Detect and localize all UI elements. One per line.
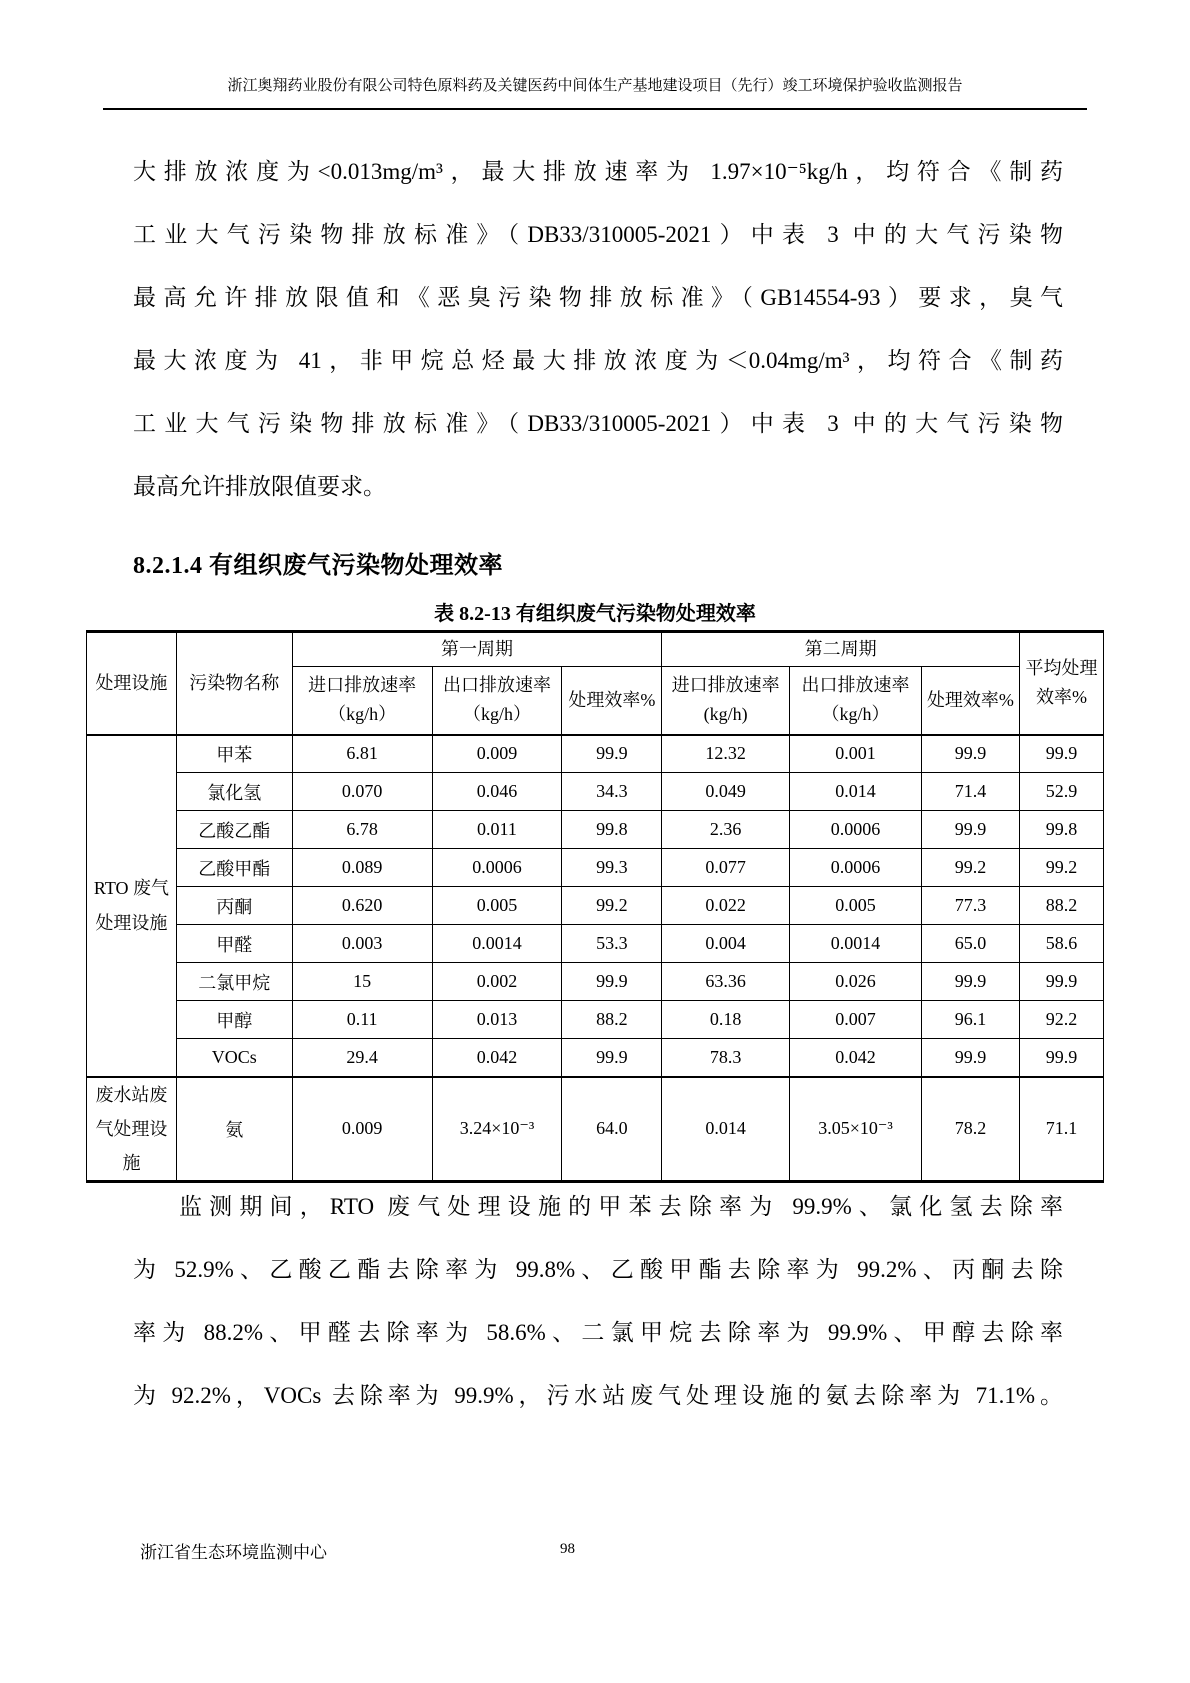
col-header-period2: 第二周期 — [662, 632, 1020, 667]
table-body — [87, 735, 1104, 1182]
inlet1-cell: 0.11 — [292, 1001, 432, 1039]
pollutant-cell: 丙酮 — [176, 887, 292, 925]
eff2-cell: 99.9 — [921, 811, 1019, 849]
section-heading: 8.2.1.4 有组织废气污染物处理效率 — [133, 553, 503, 579]
inlet2-cell: 2.36 — [662, 811, 790, 849]
col-header-period1: 第一周期 — [292, 632, 662, 667]
eff1-cell: 53.3 — [562, 925, 662, 963]
outlet2-cell: 0.0014 — [790, 925, 922, 963]
col-header-eff1: 处理效率% — [562, 667, 662, 735]
table-caption: 表 8.2-13 有组织废气污染物处理效率 — [434, 603, 756, 625]
eff2-cell: 99.9 — [921, 1039, 1019, 1077]
outlet1-cell: 0.013 — [432, 1001, 562, 1039]
col-header-facility: 处理设施 — [87, 632, 177, 735]
paragraph-line: 最高允许排放限值要求。 — [133, 474, 386, 499]
col-header-eff2: 处理效率% — [921, 667, 1019, 735]
table-row — [87, 849, 1104, 887]
outlet1-cell: 0.046 — [432, 773, 562, 811]
inlet1-cell: 6.81 — [292, 735, 432, 773]
col-header-inlet2: 进口排放速率(kg/h) — [662, 667, 790, 735]
outlet2-cell: 3.05×10⁻³ — [790, 1077, 922, 1182]
avg-cell: 58.6 — [1019, 925, 1103, 963]
table-row — [87, 925, 1104, 963]
paragraph-line: 工业大气污染物排放标准》（DB33/310005-2021）中表 3 中的大气污染物 — [133, 222, 1063, 247]
inlet1-cell: 0.009 — [292, 1077, 432, 1182]
avg-cell: 92.2 — [1019, 1001, 1103, 1039]
eff1-cell: 99.9 — [562, 735, 662, 773]
table-row — [87, 887, 1104, 925]
eff2-cell: 78.2 — [921, 1077, 1019, 1182]
inlet1-cell: 0.003 — [292, 925, 432, 963]
outlet1-cell: 0.002 — [432, 963, 562, 1001]
eff2-cell: 99.2 — [921, 849, 1019, 887]
outlet2-cell: 0.007 — [790, 1001, 922, 1039]
eff2-cell: 65.0 — [921, 925, 1019, 963]
avg-cell: 99.2 — [1019, 849, 1103, 887]
table-row — [87, 773, 1104, 811]
outlet1-cell: 3.24×10⁻³ — [432, 1077, 562, 1182]
outlet1-cell: 0.009 — [432, 735, 562, 773]
header-title: 浙江奥翔药业股份有限公司特色原料药及关键医药中间体生产基地建设项目（先行）竣工环境保护验收监测报告 — [227, 78, 963, 94]
outlet1-cell: 0.005 — [432, 887, 562, 925]
pollutant-cell: 甲苯 — [176, 735, 292, 773]
table-row — [87, 1001, 1104, 1039]
table-row — [87, 1077, 1104, 1182]
inlet1-cell: 29.4 — [292, 1039, 432, 1077]
outlet2-cell: 0.014 — [790, 773, 922, 811]
pollutant-cell: 乙酸甲酯 — [176, 849, 292, 887]
paragraph-line: 率为 88.2%、甲醛去除率为 58.6%、二氯甲烷去除率为 99.9%、甲醇去除率 — [133, 1320, 1063, 1345]
page-header — [103, 76, 1087, 110]
pollutant-cell: 乙酸乙酯 — [176, 811, 292, 849]
col-header-average: 平均处理效率% — [1019, 632, 1103, 735]
eff2-cell: 99.9 — [921, 963, 1019, 1001]
paragraph-line: 工业大气污染物排放标准》（DB33/310005-2021）中表 3 中的大气污染物 — [133, 411, 1063, 436]
outlet2-cell: 0.042 — [790, 1039, 922, 1077]
pollutant-cell: VOCs — [176, 1039, 292, 1077]
inlet1-cell: 15 — [292, 963, 432, 1001]
inlet2-cell: 0.022 — [662, 887, 790, 925]
avg-cell: 88.2 — [1019, 887, 1103, 925]
inlet2-cell: 0.077 — [662, 849, 790, 887]
avg-cell: 52.9 — [1019, 773, 1103, 811]
inlet2-cell: 0.014 — [662, 1077, 790, 1182]
facility-cell: 废水站废气处理设施 — [87, 1077, 177, 1182]
table-row — [87, 735, 1104, 773]
page-number: 98 — [560, 1541, 575, 1557]
outlet1-cell: 0.0006 — [432, 849, 562, 887]
inlet2-cell: 0.049 — [662, 773, 790, 811]
pollutant-cell: 氨 — [176, 1077, 292, 1182]
avg-cell: 99.9 — [1019, 1039, 1103, 1077]
pollutant-cell: 二氯甲烷 — [176, 963, 292, 1001]
inlet2-cell: 12.32 — [662, 735, 790, 773]
avg-cell: 99.9 — [1019, 963, 1103, 1001]
outlet2-cell: 0.026 — [790, 963, 922, 1001]
table-row — [87, 811, 1104, 849]
eff2-cell: 99.9 — [921, 735, 1019, 773]
facility-cell: RTO 废气处理设施 — [87, 735, 177, 1077]
inlet1-cell: 0.070 — [292, 773, 432, 811]
outlet2-cell: 0.001 — [790, 735, 922, 773]
outlet1-cell: 0.011 — [432, 811, 562, 849]
eff2-cell: 96.1 — [921, 1001, 1019, 1039]
eff1-cell: 88.2 — [562, 1001, 662, 1039]
paragraph-line: 为 92.2%，VOCs 去除率为 99.9%，污水站废气处理设施的氨去除率为 71.1%。 — [133, 1383, 1063, 1408]
paragraph-line: 最大浓度为 41，非甲烷总烃最大排放浓度为＜0.04mg/m³，均符合《制药 — [133, 348, 1063, 373]
outlet2-cell: 0.0006 — [790, 811, 922, 849]
eff1-cell: 99.2 — [562, 887, 662, 925]
col-header-pollutant: 污染物名称 — [176, 632, 292, 735]
col-header-outlet2: 出口排放速率（kg/h） — [790, 667, 922, 735]
treatment-efficiency-table — [86, 630, 1104, 1183]
footer-organization: 浙江省生态环境监测中心 — [140, 1543, 327, 1562]
avg-cell: 71.1 — [1019, 1077, 1103, 1182]
paragraph-line: 大排放浓度为<0.013mg/m³，最大排放速率为 1.97×10⁻⁵kg/h，均符合《制药 — [133, 159, 1063, 184]
inlet2-cell: 78.3 — [662, 1039, 790, 1077]
eff1-cell: 99.3 — [562, 849, 662, 887]
table-row — [87, 963, 1104, 1001]
pollutant-cell: 甲醛 — [176, 925, 292, 963]
inlet2-cell: 0.18 — [662, 1001, 790, 1039]
table-row — [87, 1039, 1104, 1077]
eff1-cell: 34.3 — [562, 773, 662, 811]
avg-cell: 99.9 — [1019, 735, 1103, 773]
paragraph-emissions — [133, 140, 1063, 518]
outlet2-cell: 0.005 — [790, 887, 922, 925]
eff1-cell: 99.9 — [562, 963, 662, 1001]
inlet2-cell: 0.004 — [662, 925, 790, 963]
paragraph-line: 最高允许排放限值和《恶臭污染物排放标准》（GB14554-93）要求，臭气 — [133, 285, 1063, 310]
paragraph-line: 监测期间，RTO 废气处理设施的甲苯去除率为 99.9%、氯化氢去除率 — [179, 1194, 1063, 1219]
pollutant-cell: 氯化氢 — [176, 773, 292, 811]
inlet1-cell: 0.089 — [292, 849, 432, 887]
inlet1-cell: 0.620 — [292, 887, 432, 925]
col-header-outlet1: 出口排放速率（kg/h） — [432, 667, 562, 735]
inlet2-cell: 63.36 — [662, 963, 790, 1001]
outlet2-cell: 0.0006 — [790, 849, 922, 887]
avg-cell: 99.8 — [1019, 811, 1103, 849]
eff1-cell: 64.0 — [562, 1077, 662, 1182]
col-header-inlet1: 进口排放速率（kg/h） — [292, 667, 432, 735]
eff1-cell: 99.9 — [562, 1039, 662, 1077]
outlet1-cell: 0.0014 — [432, 925, 562, 963]
eff2-cell: 71.4 — [921, 773, 1019, 811]
paragraph-line: 为 52.9%、乙酸乙酯去除率为 99.8%、乙酸甲酯去除率为 99.2%、丙酮去除 — [133, 1257, 1063, 1282]
eff1-cell: 99.8 — [562, 811, 662, 849]
paragraph-summary — [133, 1175, 1063, 1427]
eff2-cell: 77.3 — [921, 887, 1019, 925]
inlet1-cell: 6.78 — [292, 811, 432, 849]
table-header-row-1 — [87, 632, 1104, 667]
outlet1-cell: 0.042 — [432, 1039, 562, 1077]
pollutant-cell: 甲醇 — [176, 1001, 292, 1039]
